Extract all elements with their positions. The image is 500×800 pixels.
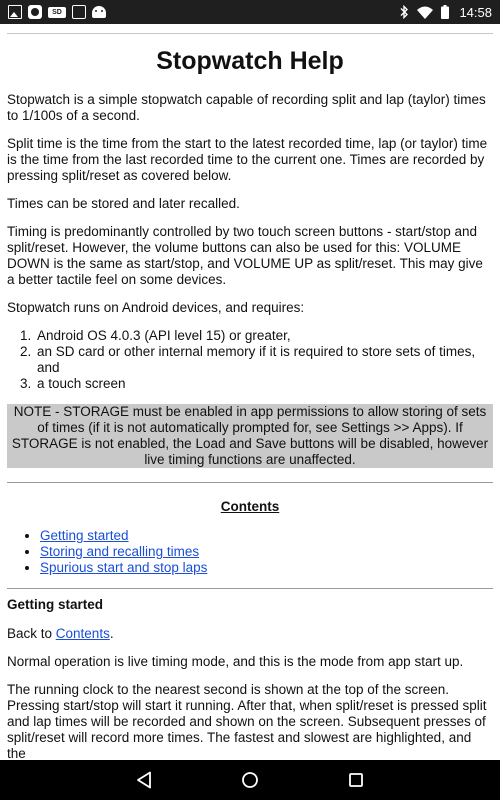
system-icons xyxy=(399,5,492,20)
divider xyxy=(7,588,493,589)
back-icon[interactable] xyxy=(131,767,157,793)
back-prefix: Back to xyxy=(7,626,56,641)
home-icon[interactable] xyxy=(237,767,263,793)
section-paragraph-2: The running clock to the nearest second is shown at the top of the screen. Pressing start/stop will start it running. After that, when split/reset is pressed split and lap times will be recorded and shown on the screen. Subsequent presses of split/reset will record more times. The fastest and slowest are highlighted, and the xyxy=(7,682,487,760)
back-to-contents xyxy=(7,626,493,642)
contents-list xyxy=(40,528,493,576)
section-heading-getting-started: Getting started xyxy=(7,597,104,612)
storage-note: NOTE - STORAGE must be enabled in app permissions to allow storing of sets of times (if it is not automatically prompted for, see Settings >> Apps). If STORAGE is not enabled, the Load and Save buttons will be disabled, however live timing functions are unaffected. xyxy=(7,404,493,468)
list-item xyxy=(40,560,493,576)
back-suffix: . xyxy=(109,626,114,641)
requirement-item: 2. an SD card or other internal memory if it is required to store sets of times, and xyxy=(35,344,493,376)
list-item xyxy=(40,528,493,544)
notification-icons xyxy=(8,5,106,19)
status-bar xyxy=(0,0,500,24)
contents-link-storing-recalling[interactable]: Storing and recalling times xyxy=(40,544,200,559)
top-divider xyxy=(7,33,493,34)
bluetooth-icon xyxy=(399,5,409,19)
contents-link-getting-started[interactable]: Getting started xyxy=(40,528,129,543)
intro-paragraph-5: Stopwatch runs on Android devices, and requires: xyxy=(7,300,305,315)
intro-paragraph-3: Times can be stored and later recalled. xyxy=(7,196,240,211)
intro-paragraph-1: Stopwatch is a simple stopwatch capable of recording split and lap (taylor) times to 1/100s of a second. xyxy=(7,92,486,123)
image-icon xyxy=(8,5,22,19)
wifi-icon xyxy=(417,6,433,19)
battery-icon xyxy=(441,5,449,19)
intro-paragraph-4: Timing is predominantly controlled by two touch screen buttons - start/stop and split/reset. However, the volume buttons can also be used for this: VOLUME DOWN is the same as start/stop, and VOLUME UP as split/reset. This may give a better tactile feel on some devices. xyxy=(7,224,483,287)
navigation-bar xyxy=(0,760,500,800)
requirement-item: 3. a touch screen xyxy=(35,376,493,392)
help-page[interactable] xyxy=(0,24,500,760)
app-icon xyxy=(72,5,86,19)
requirements-list xyxy=(35,328,493,392)
back-to-contents-link[interactable]: Contents xyxy=(55,626,110,641)
sd-badge-icon: SD xyxy=(48,7,66,18)
photo-icon xyxy=(28,5,42,19)
intro-paragraph-2: Split time is the time from the start to the latest recorded time, lap (or taylor) time is the time from the last recorded time to the current one. Times are recorded by pressing split/reset as covered below. xyxy=(7,136,488,183)
recents-icon[interactable] xyxy=(343,767,369,793)
android-icon xyxy=(92,6,106,18)
page-title: Stopwatch Help xyxy=(156,47,344,75)
contents-link-spurious-laps[interactable]: Spurious start and stop laps xyxy=(40,560,208,575)
requirement-item: 1. Android OS 4.0.3 (API level 15) or greater, xyxy=(35,328,493,344)
divider xyxy=(7,482,493,483)
section-paragraph-1: Normal operation is live timing mode, and this is the mode from app start up. xyxy=(7,654,464,669)
contents-heading: Contents xyxy=(220,499,280,514)
list-item xyxy=(40,544,493,560)
status-clock: 14:58 xyxy=(459,4,492,20)
